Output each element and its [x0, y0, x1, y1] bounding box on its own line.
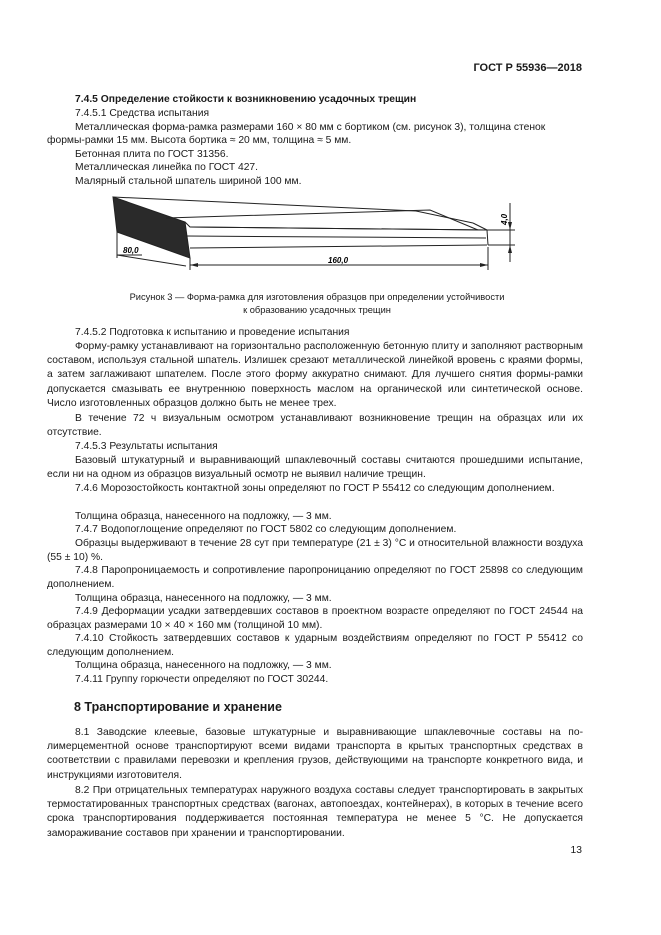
paragraph-8-2: 8.2 При отрицательных температурах наружного воздуха составы следует транспортировать в закрытых термостатированных транспортных средствах (вагонах, автопоездах, контейнерах), в которых в течение всего срока транспортирования поддерживается постоянная температура не менее 5 °С. Не допускается замораживание составов при хранении и транспортировании. [47, 785, 583, 839]
item-7-4-11: 7.4.11 Группу горючести определяют по ГОСТ 30244. [75, 674, 329, 685]
item-7-4-10-thickness: Толщина образца, нанесенного на подложку, — 3 мм. [75, 660, 332, 671]
frame-description-line2: формы-рамки 15 мм. Высота бортика ≈ 20 мм, толщина ≈ 5 мм. [47, 135, 352, 146]
section-7-4-5-2-title: 7.4.5.2 Подготовка к испытанию и проведение испытания [75, 327, 350, 338]
item-7-4-7: 7.4.7 Водопоглощение определяют по ГОСТ 5802 со следующим дополнением. [75, 524, 457, 535]
item-7-4-8: 7.4.8 Паропроницаемость и сопротивление паропроницанию определяют по ГОСТ 25898 со следующим дополнением. [47, 565, 583, 591]
item-7-4-8-thickness: Толщина образца, нанесенного на подложку, — 3 мм. [75, 593, 332, 604]
section-7-4-5-title: 7.4.5 Определение стойкости к возникновению усадочных трещин [75, 94, 417, 105]
observation-paragraph: В течение 72 ч визуальным осмотром устанавливают возникновение трещин на образцах или их отсутствие. [47, 413, 583, 439]
dimension-length-label: 160,0 [328, 256, 349, 265]
document-code: ГОСТ Р 55936—2018 [473, 62, 582, 74]
figure-caption-line1: Рисунок 3 — Форма-рамка для изготовления образцов при определении устойчивости [129, 292, 505, 302]
paragraph-8-1: 8.1 Заводские клеевые, базовые штукатурные и выравнивающие шпаклевочные составы на полимерцементной основе транспортируют всеми видами транспорта в крытых транспортных средствах в соответствии с правилами перевозки и крепления грузов, действующими на транспорте конкретного вида, и инструкциями изготовителя. [47, 727, 583, 781]
frame-description-line1: Металлическая форма-рамка размерами 160 × 80 мм с бортиком (см. рисунок 3), толщина стенок [75, 122, 546, 133]
section-7-4-5-3-title: 7.4.5.3 Результаты испытания [75, 441, 218, 452]
spatula-item: Малярный стальной шпатель шириной 100 мм. [75, 176, 302, 187]
item-7-4-7-details: Образцы выдерживают в течение 28 сут при температуре (21 ± 3) °С и относительной влажности воздуха (55 ± 10) %. [47, 538, 583, 564]
section-7-4-5-1-title: 7.4.5.1 Средства испытания [75, 108, 210, 119]
preparation-paragraph: Форму-рамку устанавливают на горизонтально расположенную бетонную плиту и заполняют растворным составом, используя стальной шпатель. Излишек срезают металлической линейкой вровень с краями формы, а затем заглаживают шпателем. После этого форму аккуратно снимают. Для лучшего снятия формы-рамки допускается смазывать ее внутреннюю поверхность маслом на органической или синтетической основе. Число изготовленных образцов должно быть не менее трех. [47, 341, 583, 409]
item-7-4-9: 7.4.9 Деформации усадки затвердевших составов в проектном возрасте определяют по ГОСТ 24544 на образцах размерами 10 × 40 × 160 мм (толщиной 10 мм). [47, 606, 583, 632]
concrete-plate-item: Бетонная плита по ГОСТ 31356. [75, 149, 229, 160]
item-7-4-6: 7.4.6 Морозостойкость контактной зоны определяют по ГОСТ Р 55412 со следующим дополнением. [75, 483, 555, 494]
section-8-title: 8 Транспортирование и хранение [74, 700, 282, 714]
metal-ruler-item: Металлическая линейка по ГОСТ 427. [75, 162, 259, 173]
results-paragraph: Базовый штукатурный и выравнивающий шпаклевочный составы считаются прошедшими испытание, если ни на одном из образцов визуальный осмотр не выявил наличие трещин. [47, 455, 583, 481]
item-7-4-10: 7.4.10 Стойкость затвердевших составов к ударным воздействиям определяют по ГОСТ Р 55412 со следующим дополнением. [47, 633, 583, 659]
item-7-4-6-thickness: Толщина образца, нанесенного на подложку, — 3 мм. [75, 511, 332, 522]
dimension-height-label: 4,0 [500, 213, 509, 225]
dimension-width-label: 80,0 [123, 246, 139, 255]
figure-caption [47, 291, 587, 317]
page-number: 13 [570, 845, 582, 856]
figure-3-frame-drawing [0, 0, 661, 300]
figure-caption-line2: к образованию усадочных трещин [243, 305, 391, 315]
